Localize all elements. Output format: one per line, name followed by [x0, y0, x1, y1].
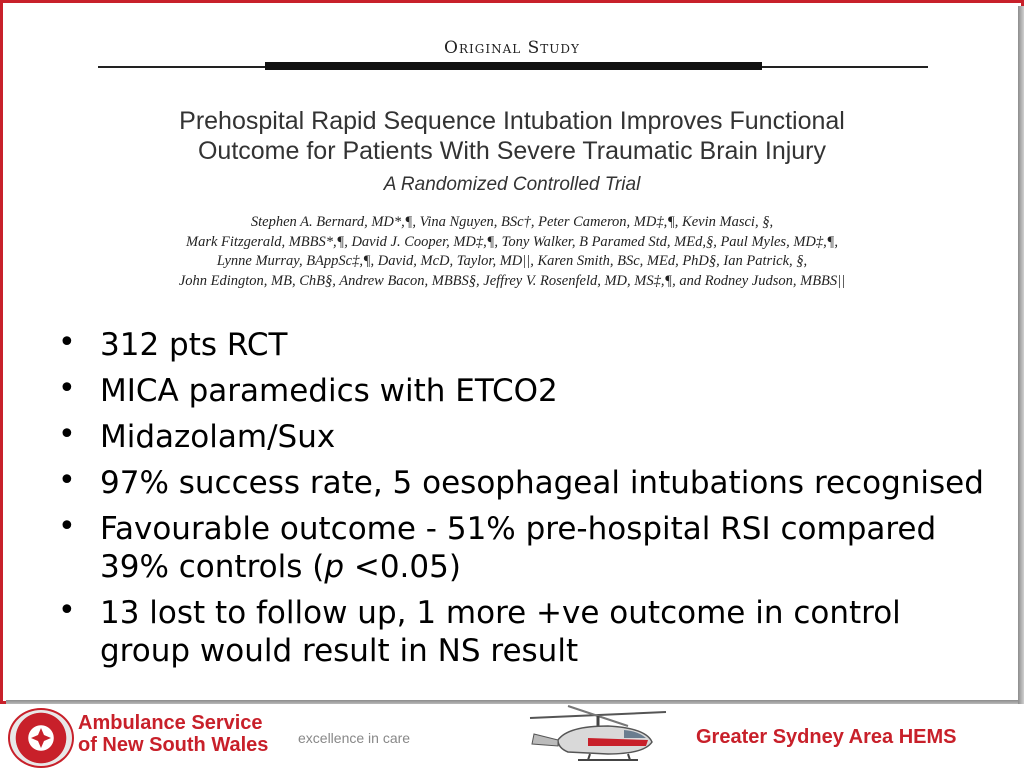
org-name-line-2: of New South Wales: [78, 734, 269, 756]
header-rule-thick: [265, 62, 762, 70]
paper-title-line-1: Prehospital Rapid Sequence Intubation Improves Functional: [179, 107, 845, 135]
bullet-dot-icon: •: [58, 417, 76, 452]
hems-title: Greater Sydney Area HEMS: [696, 726, 957, 748]
bullet-dot-icon: •: [58, 593, 76, 628]
paper-subtitle: A Randomized Controlled Trial: [383, 174, 641, 195]
footer-bar: [0, 704, 1024, 768]
bullet-dot-icon: •: [58, 463, 76, 498]
paper-title-line-2: Outcome for Patients With Severe Traumatic Brain Injury: [197, 137, 826, 165]
bullet-dot-icon: •: [58, 509, 76, 544]
bullet-item: • Midazolam/Sux: [58, 417, 336, 455]
author-line: Mark Fitzgerald, MBBS*,¶, David J. Cooper, MD‡,¶, Tony Walker, B Paramed Std, MEd,§, Paul Myles, MD‡,¶,: [186, 233, 838, 250]
helicopter-icon: [528, 704, 668, 766]
bullet-dot-icon: •: [58, 325, 76, 360]
tagline: excellence in care: [298, 730, 411, 746]
org-name-line-1: Ambulance Service: [78, 712, 263, 734]
bullet-item: • Favourable outcome - 51% pre-hospital RSI compared 39% controls (p <0.05): [58, 509, 937, 585]
bullet-item: • 13 lost to follow up, 1 more +ve outcome in control group would result in NS result: [58, 593, 901, 669]
author-line: John Edington, MB, ChB§, Andrew Bacon, MBBS§, Jeffrey V. Rosenfeld, MD, MS‡,¶, and Rodney Judson, MBBS||: [178, 272, 846, 289]
bullet-dot-icon: •: [58, 371, 76, 406]
author-list: [0, 213, 1024, 291]
bullet-item: • 312 pts RCT: [58, 325, 288, 363]
ambulance-service-logo: [8, 708, 74, 768]
bullet-list: [58, 326, 988, 678]
ambulance-service-name: [78, 712, 268, 756]
bullet-item: • 97% success rate, 5 oesophageal intubations recognised: [58, 463, 984, 501]
p-value-symbol: p: [324, 549, 344, 585]
author-line: Stephen A. Bernard, MD*,¶, Vina Nguyen, BSc†, Peter Cameron, MD‡,¶, Kevin Masci, §,: [250, 214, 774, 230]
author-line: Lynne Murray, BAppSc‡,¶, David, McD, Taylor, MD||, Karen Smith, BSc, MEd, PhD§, Ian Patrick, §,: [216, 253, 808, 269]
paper-title: [0, 106, 1024, 166]
bullet-item: • MICA paramedics with ETCO2: [58, 371, 558, 409]
maltese-cross-icon: [31, 728, 51, 748]
study-type-header: Original Study: [444, 38, 580, 58]
